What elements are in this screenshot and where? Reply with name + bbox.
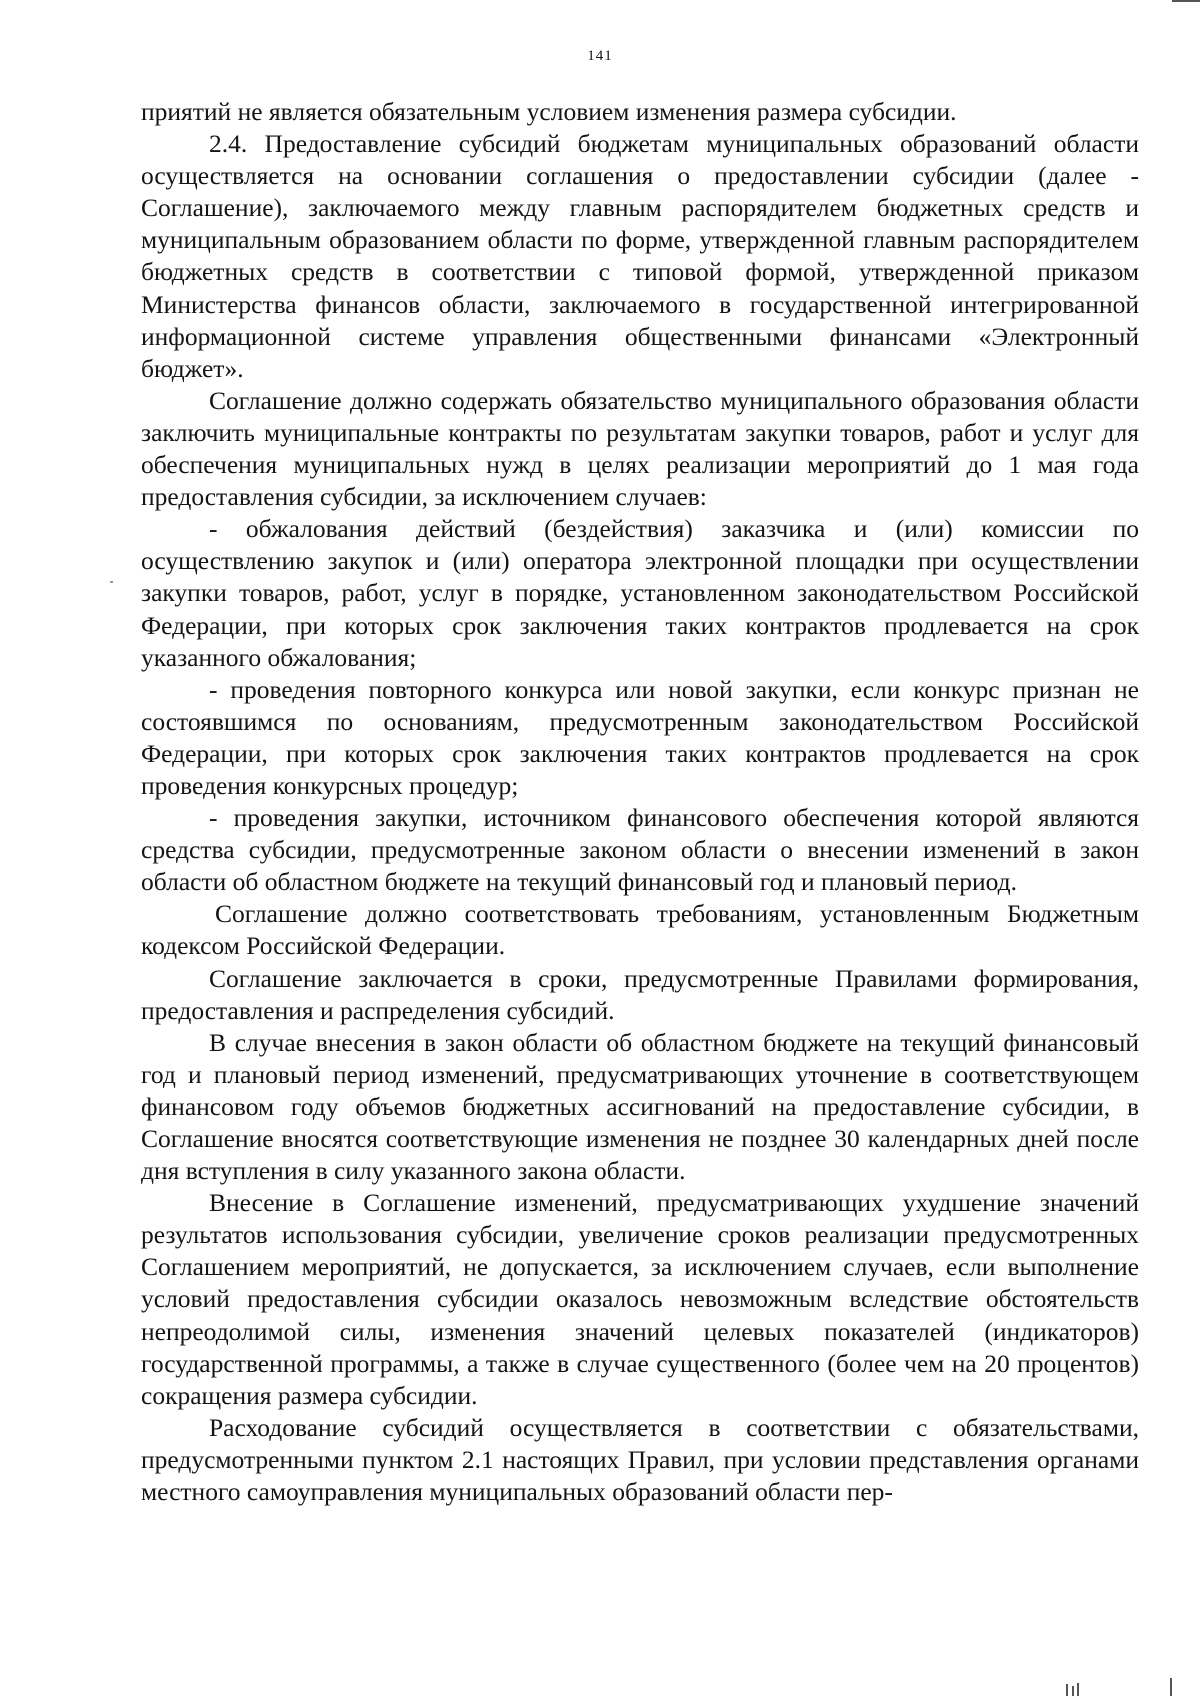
paragraph-agreement-terms: Соглашение заключается в сроки, предусмотренные Правилами формирования, предоставления и распределения субсидий.: [141, 963, 1139, 1025]
document-body: [141, 96, 1139, 1508]
page-number: 141: [587, 48, 613, 64]
scan-artifact-bottom-right-3: [1077, 1683, 1079, 1696]
list-item-procurement: - проведения закупки, источником финансового обеспечения которой являются средства субсидии, предусмотренные законом области о внесении изменений в закон области об областном бюджете на текущий финансовый год и плановый период.: [141, 803, 1139, 897]
paragraph-budget-code: Соглашение должно соответствовать требованиям, установленным Бюджетным кодексом Российской Федерации.: [141, 899, 1139, 961]
scan-artifact-bottom-right-2: [1072, 1686, 1074, 1696]
list-item-repeat-tender: - проведения повторного конкурса или новой закупки, если конкурс признан не состоявшимся по основаниям, предусмотренным законодательством Российской Федерации, при которых срок заключения таких контрактов продлевается на срок проведения конкурсных процедур;: [141, 674, 1139, 800]
paragraph-section-2-4: 2.4. Предоставление субсидий бюджетам муниципальных образований области осуществляется на основании соглашения о предоставлении субсидии (далее - Соглашение), заключаемого между главным распорядителем бюджетных средств и муниципальным образованием области по форме, утвержденной главным распорядителем бюджетных средств в соответствии с типовой формой, утвержденной приказом Министерства финансов области, заключаемого в государственной интегрированной информационной системе управления общественными финансами «Электронный бюджет».: [141, 129, 1139, 383]
list-item-appeal: - обжалования действий (бездействия) заказчика и (или) комиссии по осуществлению закупок и (или) оператора электронной площадки при осуществлении закупки товаров, работ, услуг в порядке, установленном законодательством Российской Федерации, при которых срок заключения таких контрактов продлевается на срок указанного обжалования;: [141, 514, 1139, 672]
paragraph-agreement-obligation: Соглашение должно содержать обязательство муниципального образования области заключить муниципальные контракты по результатам закупки товаров, работ и услуг для обеспечения муниципальных нужд в целях реализации мероприятий до 1 мая года предоставления субсидии, за исключением случаев:: [141, 385, 1139, 512]
paragraph-continuation: приятий не является обязательным условием изменения размера субсидии.: [141, 97, 957, 126]
paragraph-amendment-restrictions: Внесение в Соглашение изменений, предусматривающих ухудшение значений результатов использования субсидии, увеличение сроков реализации предусмотренных Соглашением мероприятий, не допускается, за исключением случаев, если выполнение условий предоставления субсидии оказалось невозможным вследствие обстоятельств непреодолимой силы, изменения значений целевых показателей (индикаторов) государственной программы, а также в случае существенного (более чем на 20 процентов) сокращения размера субсидии.: [141, 1188, 1139, 1410]
paragraph-law-amendments: В случае внесения в закон области об областном бюджете на текущий финансовый год и плановый период изменений, предусматривающих уточнение в соответствующем финансовом году объемов бюджетных ассигнований на предоставление субсидии, в Соглашение вносятся соответствующие изменения не позднее 30 календарных дней после дня вступления в силу указанного закона области.: [141, 1027, 1139, 1186]
scan-artifact-left-dot: [110, 581, 113, 583]
scan-artifact-top-right: [1172, 0, 1200, 2]
scan-artifact-bottom-right-1: [1066, 1684, 1068, 1696]
scan-artifact-bottom-right-4: [1170, 1678, 1172, 1696]
paragraph-spending: Расходование субсидий осуществляется в соответствии с обязательствами, предусмотренными пунктом 2.1 настоящих Правил, при условии представления органами местного самоуправления муниципальных образований области пер-: [141, 1412, 1139, 1507]
